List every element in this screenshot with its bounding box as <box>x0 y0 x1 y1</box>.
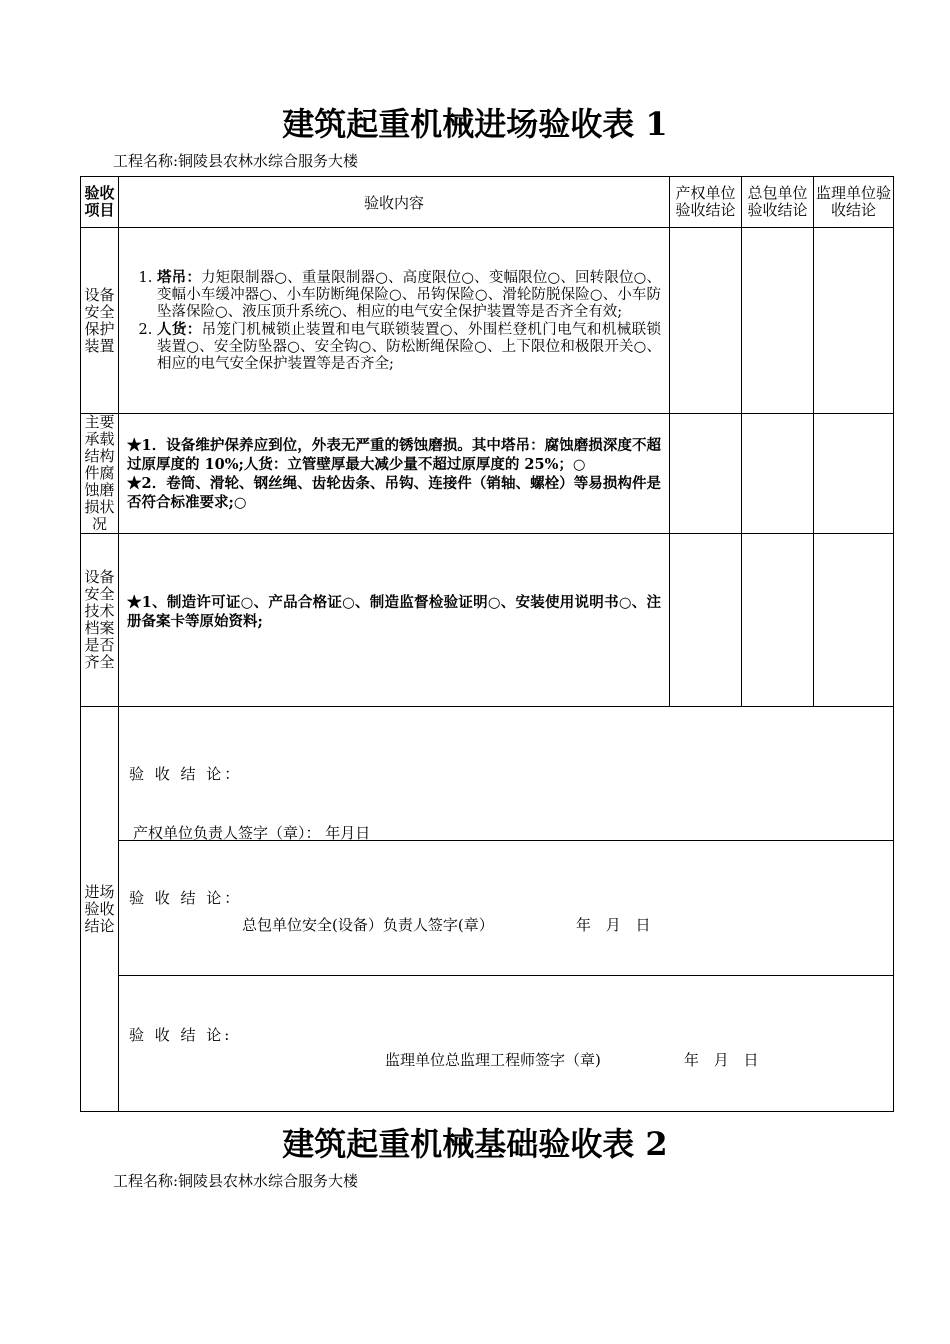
owner-result-cell[interactable] <box>670 228 742 414</box>
table-header-row <box>81 177 894 228</box>
contractor-result-cell[interactable] <box>742 414 814 534</box>
item-text: 力矩限制器○、重量限制器○、高度限位○、变幅限位○、回转限位○、变幅小车缓冲器○、小车防断绳保险○、吊钩保险○、滑轮防脱保险○、小车防坠落保险○、液压顶升系统○、相应的电气安全保护装置等是否齐全有效; <box>157 269 662 320</box>
conclusion-row-supervisor <box>81 976 894 1112</box>
row-label-safety-devices: 设备安全保护装置 <box>81 228 119 414</box>
contractor-date: 年 月 日 <box>576 916 651 934</box>
owner-signature: 产权单位负责人签字（章）： 年月日 <box>133 824 371 842</box>
supervisor-date: 年 月 日 <box>684 1051 759 1069</box>
header-contractor-conclusion: 总包单位验收结论 <box>742 177 814 228</box>
contractor-conclusion-label: 验 收 结 论： <box>129 889 243 907</box>
supervisor-signature: 监理单位总监理工程师签字（章) <box>385 1051 601 1069</box>
supervisor-result-cell[interactable] <box>814 228 894 414</box>
form1-title: 建筑起重机械进场验收表 1 <box>282 105 668 143</box>
contractor-result-cell[interactable] <box>742 534 814 707</box>
owner-result-cell[interactable] <box>670 534 742 707</box>
table-row <box>81 228 894 414</box>
supervisor-result-cell[interactable] <box>814 534 894 707</box>
row-label-corrosion: 主要承载结构件腐蚀磨损状况 <box>81 414 119 534</box>
form1-project-name: 工程名称:铜陵县农林水综合服务大楼 <box>113 152 359 170</box>
inspection-table <box>80 176 894 1112</box>
supervisor-conclusion-cell[interactable] <box>119 976 894 1112</box>
item-head: 人货： <box>157 320 202 338</box>
conclusion-row-contractor <box>81 841 894 976</box>
form2-project-name: 工程名称:铜陵县农林水综合服务大楼 <box>113 1172 359 1190</box>
owner-conclusion-label: 验 收 结 论： <box>129 765 243 783</box>
contractor-result-cell[interactable] <box>742 228 814 414</box>
list-item <box>157 321 661 373</box>
corrosion-item-2: ★2．卷筒、滑轮、钢丝绳、齿轮齿条、吊钩、连接件（销轴、螺栓）等易损构件是否符合标准要求;○ <box>127 474 661 511</box>
item-head: 塔吊： <box>157 268 202 286</box>
table-row <box>81 534 894 707</box>
header-owner-conclusion: 产权单位验收结论 <box>670 177 742 228</box>
documents-item-1: ★1、制造许可证○、产品合格证○、制造监督检验证明○、安装使用说明书○、注册备案卡等原始资料; <box>127 594 661 630</box>
row-content-documents <box>119 534 670 707</box>
item-text: 吊笼门机械锁止装置和电气联锁装置○、外围栏登机门电气和机械联锁装置○、安全防坠器○、安全钩○、防松断绳保险○、上下限位和极限开关○、相应的电气安全保护装置等是否齐全; <box>157 321 661 372</box>
supervisor-conclusion-label: 验 收 结 论: <box>129 1026 233 1044</box>
row-label-documents: 设备安全技术档案是否齐全 <box>81 534 119 707</box>
row-label-conclusion: 进场验收结论 <box>81 707 119 1112</box>
header-supervisor-conclusion: 监理单位验收结论 <box>814 177 894 228</box>
form2-title: 建筑起重机械基础验收表 2 <box>282 1125 668 1163</box>
row-content-corrosion <box>119 414 670 534</box>
header-item: 验收项目 <box>81 177 119 228</box>
owner-conclusion-cell[interactable] <box>119 707 894 841</box>
header-content: 验收内容 <box>119 177 670 228</box>
corrosion-item-1: ★1．设备维护保养应到位，外表无严重的锈蚀磨损。其中塔吊：腐蚀磨损深度不超过原厚度的 10%;人货：立管壁厚最大减少量不超过原厚度的 25%；○ <box>127 436 661 473</box>
list-item <box>157 269 661 321</box>
contractor-signature: 总包单位安全(设备）负责人签字(章） <box>242 916 494 934</box>
row-content-safety-devices <box>119 228 670 414</box>
table-row <box>81 414 894 534</box>
supervisor-result-cell[interactable] <box>814 414 894 534</box>
contractor-conclusion-cell[interactable] <box>119 841 894 976</box>
conclusion-row-owner <box>81 707 894 841</box>
owner-result-cell[interactable] <box>670 414 742 534</box>
